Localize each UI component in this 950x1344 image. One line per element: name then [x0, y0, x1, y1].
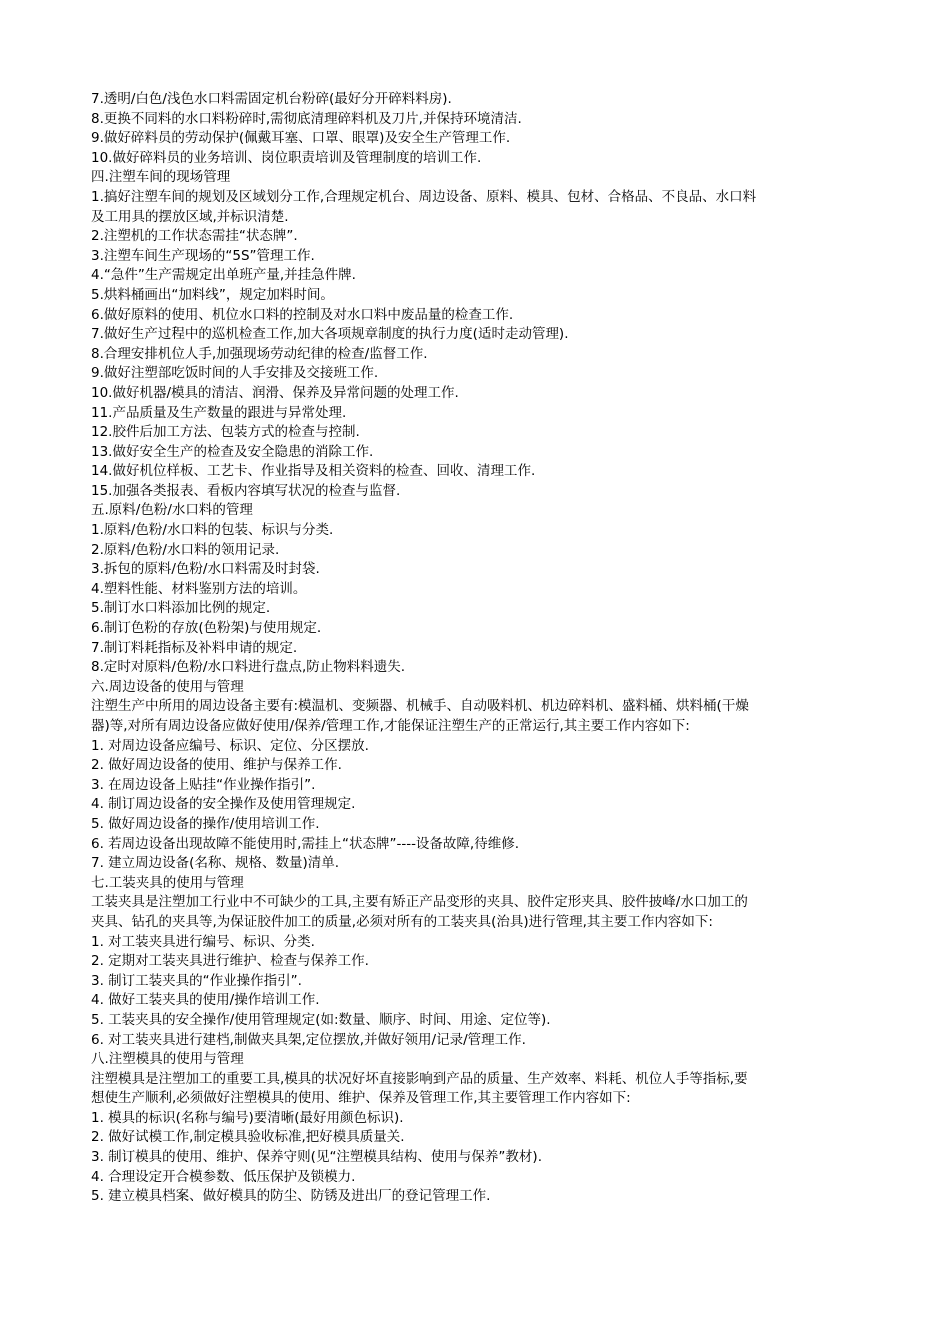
text-line: 4. 制订周边设备的安全操作及使用管理规定. — [91, 796, 356, 813]
text-line: 2. 做好试模工作,制定模具验收标准,把好模具质量关. — [91, 1129, 405, 1146]
text-line: 1. 模具的标识(名称与编号)要清晰(最好用颜色标识). — [91, 1109, 404, 1126]
text-line: 12.胶件后加工方法、包装方式的检查与控制. — [91, 424, 360, 441]
section-heading: 四.注塑车间的现场管理 — [91, 169, 231, 186]
text-line: 1. 对工装夹具进行编号、标识、分类. — [91, 933, 315, 950]
text-line: 11.产品质量及生产数量的跟进与异常处理. — [91, 404, 347, 421]
text-line: 5.制订水口料添加比例的规定. — [91, 600, 271, 617]
text-line: 4.塑料性能、材料鉴别方法的培训。 — [91, 580, 307, 597]
text-line: 3.拆包的原料/色粉/水口料需及时封袋. — [91, 561, 320, 578]
text-line: 2. 做好周边设备的使用、维护与保养工作. — [91, 757, 342, 774]
text-line: 3. 制订工装夹具的“作业操作指引”. — [91, 972, 302, 989]
text-line: 8.更换不同料的水口料粉碎时,需彻底清理碎料机及刀片,并保持环境清洁. — [91, 110, 522, 127]
text-line: 6. 若周边设备出现故障不能使用时,需挂上“状态牌”----设备故障,待维修. — [91, 835, 520, 852]
text-line: 夹具、钻孔的夹具等,为保证胶件加工的质量,必须对所有的工装夹具(治具)进行管理,其主要工作内容如下: — [91, 913, 713, 930]
text-line: 9.做好碎料员的劳动保护(佩戴耳塞、口罩、眼罩)及安全生产管理工作. — [91, 130, 511, 147]
text-line: 4. 做好工装夹具的使用/操作培训工作. — [91, 992, 320, 1009]
section-heading: 六.周边设备的使用与管理 — [91, 678, 244, 695]
text-line: 1. 对周边设备应编号、标识、定位、分区摆放. — [91, 737, 369, 754]
text-line: 3.注塑车间生产现场的“5S”管理工作. — [91, 247, 315, 264]
text-line: 4.“急件”生产需规定出单班产量,并挂急件牌. — [91, 267, 356, 284]
text-line: 10.做好碎料员的业务培训、岗位职责培训及管理制度的培训工作. — [91, 149, 482, 166]
text-line: 5. 建立模具档案、做好模具的防尘、防锈及进出厂的登记管理工作. — [91, 1188, 491, 1205]
document-body — [91, 90, 881, 1207]
text-line: 14.做好机位样板、工艺卡、作业指导及相关资料的检查、回收、清理工作. — [91, 463, 536, 480]
text-line: 及工用具的摆放区域,并标识清楚. — [91, 208, 289, 225]
text-line: 6. 对工装夹具进行建档,制做夹具架,定位摆放,并做好领用/记录/管理工作. — [91, 1031, 526, 1048]
text-line: 1.搞好注塑车间的规划及区域划分工作,合理规定机台、周边设备、原料、模具、包材、合格品、不良品、水口料 — [91, 188, 757, 205]
text-line: 10.做好机器/模具的清洁、润滑、保养及异常问题的处理工作. — [91, 384, 459, 401]
text-line: 8.合理安排机位人手,加强现场劳动纪律的检查/监督工作. — [91, 345, 428, 362]
text-line: 2.原料/色粉/水口料的领用记录. — [91, 541, 280, 558]
section-heading: 八.注塑模具的使用与管理 — [91, 1051, 244, 1068]
text-line: 7.做好生产过程中的巡机检查工作,加大各项规章制度的执行力度(适时走动管理). — [91, 326, 569, 343]
text-line: 5. 工装夹具的安全操作/使用管理规定(如:数量、顺序、时间、用途、定位等). — [91, 1011, 551, 1028]
section-heading: 五.原料/色粉/水口料的管理 — [91, 502, 253, 519]
text-line: 5. 做好周边设备的操作/使用培训工作. — [91, 815, 320, 832]
text-line: 想使生产顺利,必须做好注塑模具的使用、维护、保养及管理工作,其主要管理工作内容如下: — [91, 1090, 631, 1107]
text-line: 1.原料/色粉/水口料的包装、标识与分类. — [91, 522, 334, 539]
text-line: 15.加强各类报表、看板内容填写状况的检查与监督. — [91, 482, 401, 499]
text-line: 7.透明/白色/浅色水口料需固定机台粉碎(最好分开碎料料房). — [91, 91, 452, 107]
text-line: 注塑模具是注塑加工的重要工具,模具的状况好坏直接影响到产品的质量、生产效率、料耗、机位人手等指标,要 — [91, 1070, 748, 1087]
text-line: 2.注塑机的工作状态需挂“状态牌”. — [91, 228, 298, 245]
text-line: 5.烘料桶画出“加料线”，规定加料时间。 — [91, 286, 334, 303]
text-line: 4. 合理设定开合模参数、低压保护及锁模力. — [91, 1168, 356, 1185]
text-line: 工装夹具是注塑加工行业中不可缺少的工具,主要有矫正产品变形的夹具、胶件定形夹具、胶件披峰/水口加工的 — [91, 894, 748, 911]
text-line: 6.制订色粉的存放(色粉架)与使用规定. — [91, 620, 322, 637]
text-line: 3. 制订模具的使用、维护、保养守则(见“注塑模具结构、使用与保养”教材). — [91, 1149, 542, 1166]
text-line: 8.定时对原料/色粉/水口料进行盘点,防止物料料遗失. — [91, 659, 406, 676]
text-line: 13.做好安全生产的检查及安全隐患的消除工作. — [91, 443, 374, 460]
text-line: 7.制订料耗指标及补料申请的规定. — [91, 639, 298, 656]
text-line: 器)等,对所有周边设备应做好使用/保养/管理工作,才能保证注塑生产的正常运行,其主要工作内容如下: — [91, 718, 690, 734]
text-line: 2. 定期对工装夹具进行维护、检查与保养工作. — [91, 953, 369, 970]
text-line: 注塑生产中所用的周边设备主要有:模温机、变频器、机械手、自动吸料机、机边碎料机、盛料桶、烘料桶(干燥 — [91, 698, 749, 715]
text-line: 7. 建立周边设备(名称、规格、数量)清单. — [91, 855, 339, 872]
text-line: 9.做好注塑部吃饭时间的人手安排及交接班工作. — [91, 365, 379, 382]
section-heading: 七.工装夹具的使用与管理 — [91, 874, 244, 891]
text-line: 6.做好原料的使用、机位水口料的控制及对水口料中废品量的检查工作. — [91, 306, 514, 323]
text-line: 3. 在周边设备上贴挂“作业操作指引”. — [91, 776, 316, 793]
